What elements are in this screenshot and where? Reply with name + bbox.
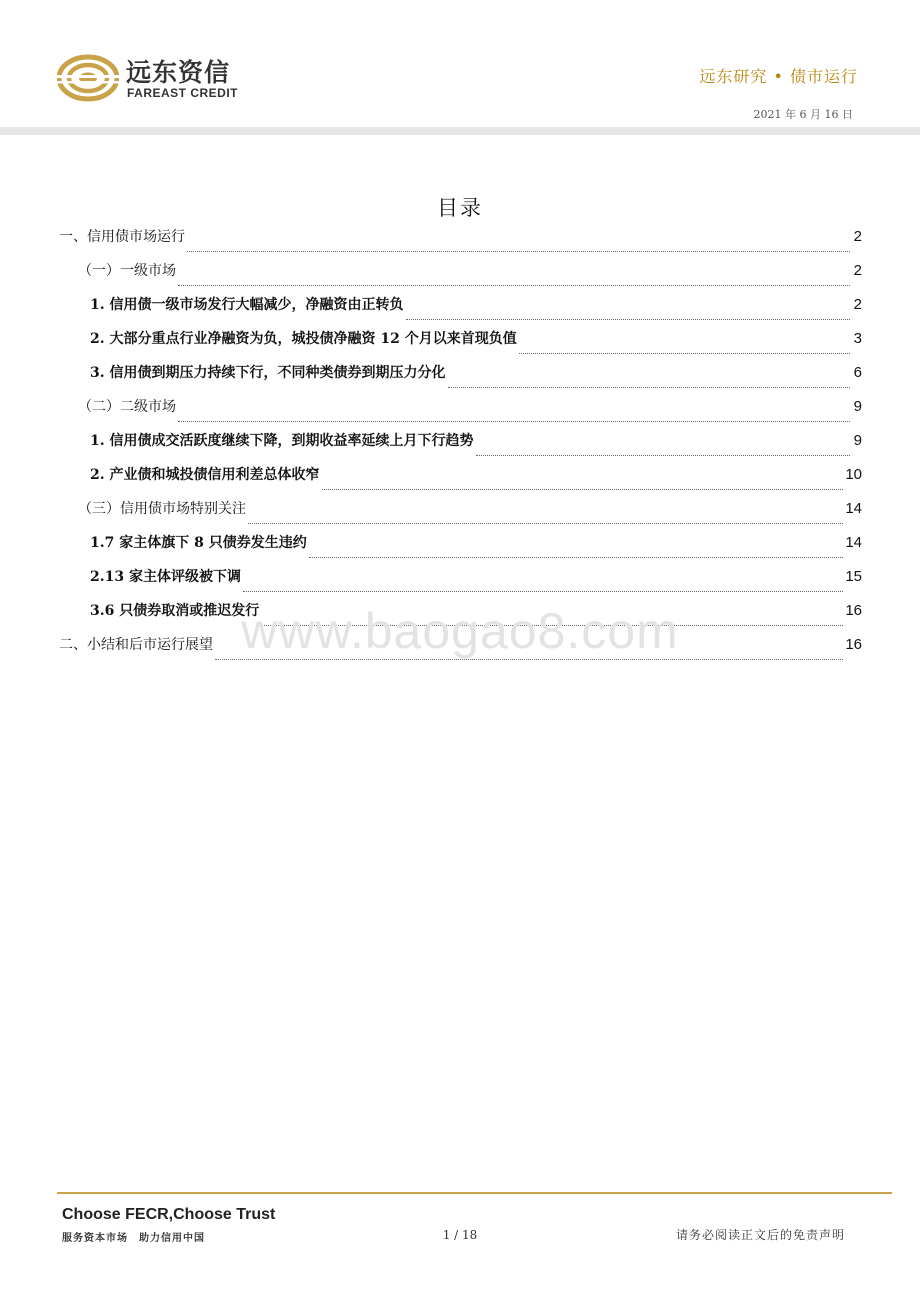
report-date: 2021 年 6 月 16 日 [753, 108, 853, 121]
toc-entry-page: 6 [853, 364, 862, 381]
toc-entry-label: （三）信用债市场特别关注 [78, 501, 246, 517]
toc-leader [187, 251, 850, 252]
toc-leader [178, 285, 850, 286]
brand-name-cn: 远东资信 [126, 58, 231, 87]
report-series: 远东研究 • 债市运行 [699, 67, 858, 86]
toc-entry-label: 一、信用债市场运行 [59, 229, 185, 245]
toc-leader [248, 523, 843, 524]
toc-entry-label: 3.6 只债券取消或推迟发行 [90, 603, 260, 619]
toc-entry-page: 10 [845, 466, 862, 483]
toc-entry[interactable] [78, 260, 862, 294]
toc-leader [406, 319, 851, 320]
toc-leader [178, 421, 850, 422]
toc-entry[interactable] [78, 396, 862, 430]
disclaimer-note: 请务必阅读正文后的免责声明 [675, 1228, 845, 1242]
toc-entry-page: 16 [845, 602, 862, 619]
toc-entry-page: 2 [853, 296, 862, 313]
toc-entry-page: 2 [853, 228, 862, 245]
toc-entry-label: （一）一级市场 [78, 263, 176, 279]
toc-entry[interactable] [78, 498, 862, 532]
toc-entry-label: 1. 信用债一级市场发行大幅减少，净融资由正转负 [90, 297, 404, 313]
toc-leader [322, 489, 844, 490]
toc-entry-page: 16 [845, 636, 862, 653]
toc-leader [476, 455, 851, 456]
page-number: 1 / 18 [442, 1228, 478, 1242]
toc-entry-page: 2 [853, 262, 862, 279]
toc-entry-label: 2. 产业债和城投债信用利差总体收窄 [90, 467, 320, 483]
toc-entry-page: 14 [845, 534, 862, 551]
header-divider [0, 127, 920, 135]
toc-entry-page: 14 [845, 500, 862, 517]
footer-slogan-en: Choose FECR,Choose Trust [62, 1206, 276, 1223]
toc-leader [243, 591, 843, 592]
toc-title: 目录 [437, 196, 483, 220]
footer-divider [57, 1192, 892, 1194]
toc-entry-label: 2. 大部分重点行业净融资为负，城投债净融资 12 个月以来首现负值 [90, 331, 517, 347]
toc-entry-label: （二）二级市场 [78, 399, 176, 415]
brand-name-en: FAREAST CREDIT [127, 86, 239, 100]
toc-leader [309, 557, 844, 558]
toc-leader [519, 353, 850, 354]
toc-entry-page: 15 [845, 568, 862, 585]
toc-entry[interactable] [90, 532, 862, 566]
fareast-credit-logo [57, 54, 119, 102]
toc-entry-label: 1. 信用债成交活跃度继续下降，到期收益率延续上月下行趋势 [90, 433, 474, 449]
toc-entry-page: 3 [853, 330, 862, 347]
footer-slogan-cn: 服务资本市场 助力信用中国 [62, 1233, 205, 1244]
toc-entry[interactable] [90, 430, 862, 464]
toc-entry[interactable] [90, 328, 862, 362]
toc-entry[interactable] [90, 566, 862, 600]
toc-entry-label: 二、小结和后市运行展望 [59, 637, 213, 653]
toc-leader [448, 387, 851, 388]
toc-entry-label: 1.7 家主体旗下 8 只债券发生违约 [90, 535, 307, 551]
toc-entry-label: 2.13 家主体评级被下调 [90, 569, 241, 585]
toc-entry-label: 3. 信用债到期压力持续下行，不同种类债券到期压力分化 [90, 365, 446, 381]
toc-entry-page: 9 [853, 432, 862, 449]
toc-entry[interactable] [59, 226, 862, 260]
toc-entry[interactable] [90, 362, 862, 396]
toc-entry[interactable] [90, 464, 862, 498]
toc-entry-page: 9 [853, 398, 862, 415]
toc-entry[interactable] [90, 294, 862, 328]
watermark: www.baogao8.com [241, 603, 679, 659]
